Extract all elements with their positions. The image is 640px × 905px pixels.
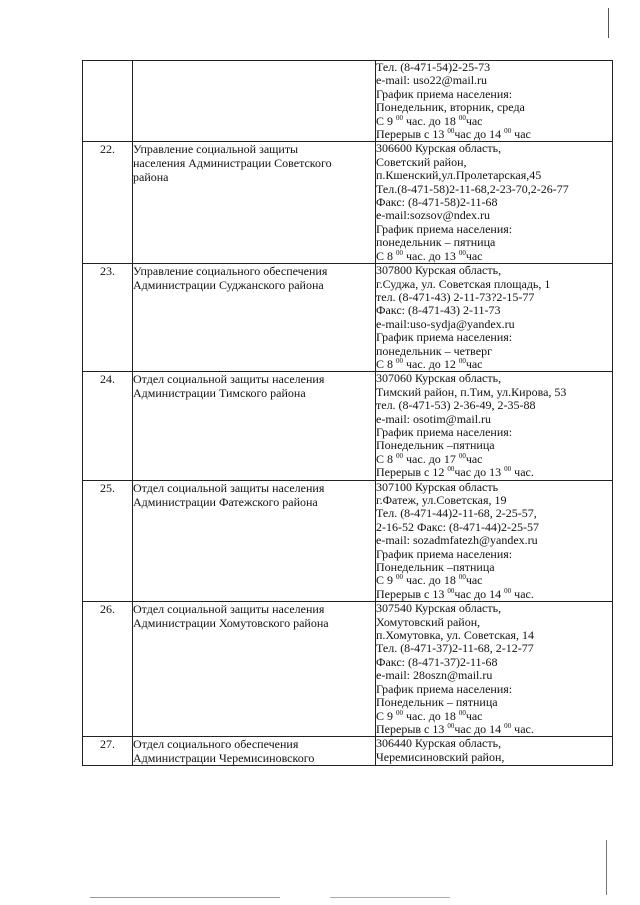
info-line: График приема населения: <box>376 424 513 439</box>
name-line: Отдел социального обеспечения <box>133 737 299 752</box>
table-row <box>83 142 613 264</box>
info-line: 307800 Курская область, <box>376 263 502 278</box>
name-line: Администрации Суджанского района <box>133 278 324 293</box>
lunch-end: 14 <box>489 586 502 601</box>
label-from: С <box>376 573 385 588</box>
name-line: Отдел социальной защиты населения <box>133 480 325 495</box>
superscript-minutes: 00 <box>396 248 404 257</box>
info-line: понедельник – пятница <box>376 235 496 250</box>
lunch-start: 13 <box>432 127 445 142</box>
label-hour-to: час. до <box>406 451 441 466</box>
info-line: 2-16-52 Факс: (8-471-44)2-25-57 <box>376 519 539 534</box>
superscript-minutes: 00 <box>447 586 455 595</box>
info-line: e-mail: 28oszn@mail.ru <box>376 668 493 683</box>
contact-info <box>376 372 613 480</box>
info-line: e-mail:sozsov@ndex.ru <box>376 208 491 223</box>
superscript-minutes: 00 <box>504 465 512 474</box>
organization-name <box>133 372 376 480</box>
label-lunch: Перерыв с <box>376 127 430 142</box>
label-from: С <box>376 356 385 371</box>
superscript-minutes: 00 <box>504 721 512 730</box>
office-hours-line <box>376 358 612 371</box>
name-line: Отдел социальной защиты населения <box>133 602 325 617</box>
info-line: Тел. (8-471-54)2-25-73 <box>376 60 491 74</box>
label-hour-to: час. до <box>406 573 441 588</box>
table-row <box>83 737 613 766</box>
superscript-minutes: 00 <box>396 708 404 717</box>
info-line: График приема населения: <box>376 681 513 696</box>
hours-end: 17 <box>443 451 456 466</box>
superscript-minutes: 00 <box>396 573 404 582</box>
row-number: 22. <box>83 142 133 264</box>
label-hour: час <box>465 356 483 371</box>
contact-info <box>376 602 613 737</box>
lunch-break-line <box>376 723 612 736</box>
label-from: С <box>376 113 385 128</box>
contact-info <box>376 142 613 264</box>
label-hour: час <box>465 573 483 588</box>
scan-artifact-bottom-left <box>90 897 280 898</box>
info-line: Понедельник –пятница <box>376 560 495 575</box>
info-line: 306600 Курская область, <box>376 141 502 156</box>
hours-end: 12 <box>443 356 456 371</box>
lunch-end: 14 <box>489 127 502 142</box>
label-lunch: Перерыв с <box>376 586 430 601</box>
lunch-break-line <box>376 466 612 479</box>
superscript-minutes: 00 <box>504 586 512 595</box>
table-row <box>83 602 613 737</box>
lunch-break-line <box>376 128 612 141</box>
label-hour: час <box>465 451 483 466</box>
info-line: e-mail:uso-sydja@yandex.ru <box>376 316 515 331</box>
label-lunch: Перерыв с <box>376 465 430 480</box>
organization-name <box>133 142 376 264</box>
label-lunch-mid: час до <box>454 586 487 601</box>
organization-name <box>133 737 376 766</box>
name-line: населения Администрации Советского <box>133 156 332 171</box>
info-line: тел. (8-471-43) 2-11-73?2-15-77 <box>376 289 535 304</box>
row-number: 24. <box>83 372 133 480</box>
superscript-minutes: 00 <box>458 248 466 257</box>
info-line: 307100 Курская область <box>376 479 499 494</box>
lunch-start: 13 <box>432 586 445 601</box>
row-number <box>83 61 133 142</box>
label-from: С <box>376 708 385 723</box>
office-hours-line <box>376 710 612 723</box>
superscript-minutes: 00 <box>458 708 466 717</box>
info-line: Факс: (8-471-43) 2-11-73 <box>376 303 501 318</box>
table-row <box>83 372 613 480</box>
contact-info <box>376 264 613 372</box>
superscript-minutes: 00 <box>396 451 404 460</box>
name-line: Управление социального обеспечения <box>133 264 328 279</box>
office-hours-line <box>376 250 612 263</box>
lunch-end: 13 <box>489 465 502 480</box>
lunch-end-unit: час. <box>514 586 534 601</box>
row-number: 27. <box>83 737 133 766</box>
label-hour: час <box>465 708 483 723</box>
info-line: Тел.(8-471-58)2-11-68,2-23-70,2-26-77 <box>376 181 569 196</box>
hours-start: 8 <box>387 248 394 263</box>
name-line: Администрации Тимского района <box>133 386 306 401</box>
label-hour-to: час. до <box>406 113 441 128</box>
contact-info <box>376 61 613 142</box>
office-hours-line <box>376 453 612 466</box>
hours-start: 9 <box>387 113 394 128</box>
office-hours-line <box>376 115 612 128</box>
lunch-end-unit: час. <box>514 465 534 480</box>
superscript-minutes: 00 <box>458 573 466 582</box>
info-line: График приема населения: <box>376 546 513 561</box>
label-from: С <box>376 248 385 263</box>
superscript-minutes: 00 <box>458 451 466 460</box>
office-hours-line <box>376 574 612 587</box>
superscript-minutes: 00 <box>504 127 512 136</box>
organization-name <box>133 480 376 602</box>
label-from: С <box>376 451 385 466</box>
superscript-minutes: 00 <box>447 127 455 136</box>
superscript-minutes: 00 <box>396 113 404 122</box>
label-lunch-mid: час до <box>454 127 487 142</box>
hours-start: 9 <box>387 573 394 588</box>
row-number: 26. <box>83 602 133 737</box>
info-line: 306440 Курская область, <box>376 736 502 751</box>
lunch-end: 14 <box>489 721 502 736</box>
info-line: e-mail: osotim@mail.ru <box>376 411 492 426</box>
info-line: График приема населения: <box>376 86 513 101</box>
info-line: График приема населения: <box>376 330 513 345</box>
info-line: Тимский район, п.Тим, ул.Кирова, 53 <box>376 384 567 399</box>
superscript-minutes: 00 <box>447 721 455 730</box>
info-line: г.Суджа, ул. Советская площадь, 1 <box>376 276 551 291</box>
name-line: Администрации Фатежского района <box>133 494 318 509</box>
info-line: Факс: (8-471-37)2-11-68 <box>376 654 498 669</box>
name-line: Отдел социальной защиты населения <box>133 372 325 387</box>
hours-start: 8 <box>387 356 394 371</box>
row-number: 25. <box>83 480 133 602</box>
contacts-table <box>82 60 613 766</box>
lunch-break-line <box>376 588 612 601</box>
hours-end: 18 <box>443 573 456 588</box>
info-line: Факс: (8-471-58)2-11-68 <box>376 195 498 210</box>
lunch-start: 13 <box>432 721 445 736</box>
label-hour: час <box>465 248 483 263</box>
info-line: Понедельник –пятница <box>376 438 495 453</box>
superscript-minutes: 00 <box>458 356 466 365</box>
hours-end: 18 <box>443 113 456 128</box>
scan-artifact-bottom-mid <box>330 897 450 898</box>
table-row <box>83 480 613 602</box>
label-lunch: Перерыв с <box>376 721 430 736</box>
info-line: Тел. (8-471-44)2-11-68, 2-25-57, <box>376 506 537 521</box>
info-line: п.Кшенский,ул.Пролетарская,45 <box>376 168 542 183</box>
info-line: Советский район, <box>376 154 467 169</box>
name-line: Администрации Черемисиновского <box>133 751 315 766</box>
hours-end: 13 <box>443 248 456 263</box>
info-line: Черемисиновский район, <box>376 749 505 764</box>
info-line: e-mail: uso22@mail.ru <box>376 73 488 88</box>
scan-artifact-top-right <box>608 8 609 38</box>
info-line: Тел. (8-471-37)2-11-68, 2-12-77 <box>376 641 534 656</box>
organization-name <box>133 61 376 142</box>
lunch-start: 12 <box>432 465 445 480</box>
info-line: г.Фатеж, ул.Советская, 19 <box>376 493 507 507</box>
info-line: Хомутовский район, <box>376 614 481 629</box>
name-line: Администрации Хомутовского района <box>133 616 329 631</box>
info-line: e-mail: sozadmfatezh@yandex.ru <box>376 533 538 548</box>
info-line: понедельник – четверг <box>376 343 493 358</box>
hours-start: 8 <box>387 451 394 466</box>
hours-start: 9 <box>387 708 394 723</box>
scan-artifact-bottom-right <box>606 840 607 895</box>
label-hour-to: час. до <box>406 356 441 371</box>
info-line: Понедельник, вторник, среда <box>376 100 525 115</box>
name-line: Управление социальной защиты <box>133 142 299 157</box>
organization-name <box>133 602 376 737</box>
table-row <box>83 264 613 372</box>
superscript-minutes: 00 <box>447 465 455 474</box>
info-line: 307060 Курская область, <box>376 371 502 386</box>
lunch-end-unit: час <box>514 127 531 142</box>
label-lunch-mid: час до <box>454 721 487 736</box>
info-line: Понедельник – пятница <box>376 695 498 710</box>
label-hour-to: час. до <box>406 248 441 263</box>
info-line: График приема населения: <box>376 221 513 236</box>
organization-name <box>133 264 376 372</box>
contact-info <box>376 737 613 766</box>
contacts-table-body <box>83 61 613 766</box>
contact-info <box>376 480 613 602</box>
lunch-end-unit: час. <box>514 721 534 736</box>
info-line: 307540 Курская область, <box>376 601 502 616</box>
info-line: п.Хомутовка, ул. Советская, 14 <box>376 628 535 643</box>
table-row <box>83 61 613 142</box>
info-line: тел. (8-471-53) 2-36-49, 2-35-88 <box>376 398 536 413</box>
label-hour-to: час. до <box>406 708 441 723</box>
label-hour: час <box>465 113 483 128</box>
label-lunch-mid: час до <box>454 465 487 480</box>
hours-end: 18 <box>443 708 456 723</box>
superscript-minutes: 00 <box>396 356 404 365</box>
name-line: района <box>133 170 169 185</box>
row-number: 23. <box>83 264 133 372</box>
superscript-minutes: 00 <box>458 113 466 122</box>
